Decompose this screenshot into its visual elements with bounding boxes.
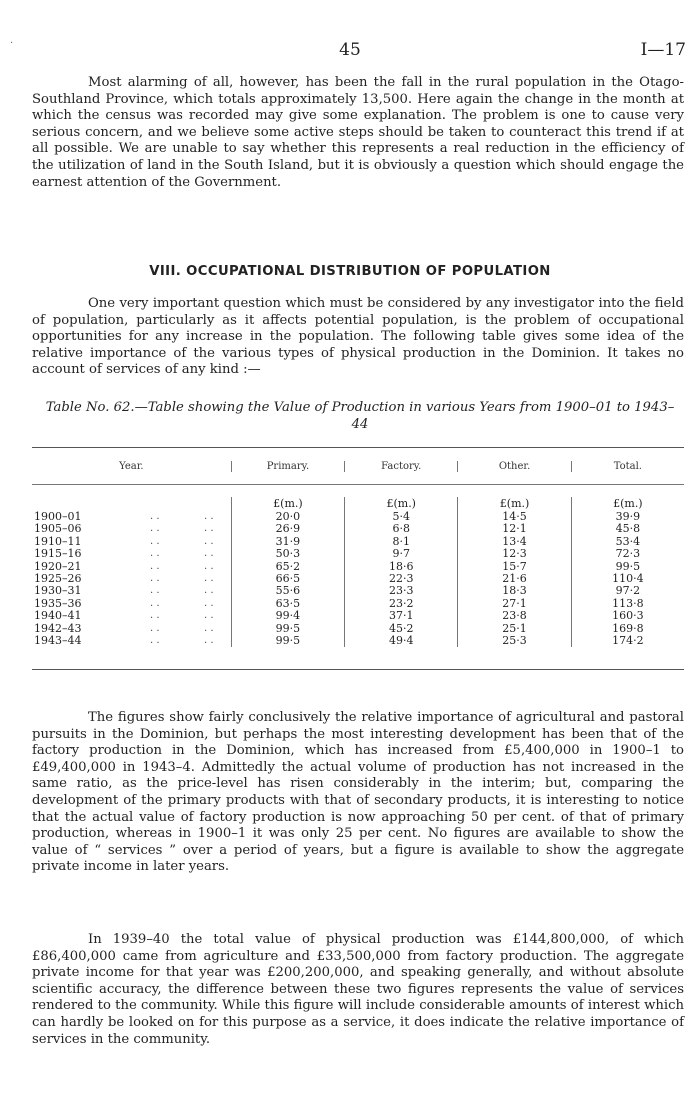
leader-dots: . .	[150, 597, 160, 609]
primary-column	[231, 497, 344, 647]
header-year: Year.	[119, 460, 144, 472]
year-label: 1905–06	[34, 522, 82, 536]
table-caption: Table No. 62.—Table showing the Value of Production in various Years from 1900–01 to 1943–44	[45, 400, 675, 432]
year-label: 1925–26	[34, 571, 82, 585]
primary-value: 20·0	[275, 510, 301, 523]
factory-column	[344, 497, 457, 647]
leader-dots: . .	[150, 585, 160, 597]
paragraph-occupational-intro: One very important question which must be considered by any investigator into the field of population, particularly as it affects potential population, is the problem of occupational opportunities for any increase in the population. The following table gives some idea of the relative importance of the various types of physical production in the Dominion. It takes no account of services of any kind :—	[32, 296, 684, 378]
total-value: 160·3	[612, 609, 644, 623]
primary-value: 26·9	[275, 522, 301, 536]
year-label: 1930–31	[34, 584, 82, 598]
paragraph-factory-analysis: The figures show fairly conclusively the relative importance of agricultural and pastoral pursuits in the Dominion, but perhaps the most interesting development has been that of the factory production in the Dominion, which has increased from £5,400,000 in 1900–1 to £49,400,000 in 1943–4. Admittedly the actual volume of production has not increased in the same ratio, as the price-level has risen considerably in the interim; but, comparing the development of the primary products with that of secondary products, it is interesting to notice that the actual value of factory production is now approaching 50 per cent. of that of primary production, whereas in 1900–1 it was only 25 per cent. No figures are available to show the value of “ services ” over a period of years, but a figure is available to show the aggregate private income in later years.	[32, 710, 684, 875]
other-value: 18·3	[502, 584, 527, 598]
year-label: 1910–11	[34, 534, 82, 548]
primary-value: 99·4	[275, 609, 301, 623]
total-value: 174·2	[612, 633, 644, 647]
total-value: 110·4	[612, 571, 644, 585]
total-value: 72·3	[615, 547, 641, 561]
year-label: 1942–43	[34, 621, 82, 635]
table-row-year	[32, 635, 231, 647]
other-value: 15·7	[502, 559, 527, 573]
leader-dots: . .	[204, 622, 214, 634]
leader-dots: . .	[204, 610, 214, 622]
leader-dots: . .	[204, 597, 214, 609]
total-value: 39·9	[615, 510, 641, 523]
year-label: 1935–36	[34, 596, 82, 610]
leader-dots: . .	[150, 622, 160, 634]
factory-value: 18·6	[388, 559, 414, 573]
primary-value: 65·2	[275, 559, 301, 573]
year-label: 1920–21	[34, 559, 82, 573]
unit-label: £(m.)	[273, 497, 303, 510]
unit-label: £(m.)	[386, 497, 416, 510]
header-primary: Primary.	[231, 461, 344, 472]
year-label: 1940–41	[34, 609, 82, 623]
leader-dots: . .	[204, 511, 214, 522]
total-value: 99·5	[615, 559, 641, 573]
factory-value: 37·1	[388, 609, 414, 623]
other-value: 13·4	[502, 534, 527, 548]
primary-value: 63·5	[275, 596, 301, 610]
leader-dots: . .	[204, 523, 214, 535]
leader-dots: . .	[150, 511, 160, 522]
other-value: 21·6	[502, 571, 527, 585]
unit-label: £(m.)	[499, 497, 530, 510]
leader-dots: . .	[150, 523, 160, 535]
other-value: 12·3	[502, 547, 527, 561]
leader-dots: . .	[204, 634, 214, 646]
factory-value: 9·7	[392, 547, 410, 561]
factory-value: 45·2	[388, 621, 414, 635]
header-factory: Factory.	[344, 461, 457, 472]
primary-value: 66·5	[275, 571, 301, 585]
other-value: 23·8	[502, 609, 527, 623]
total-column	[571, 497, 684, 647]
factory-value: 22·3	[388, 571, 414, 585]
primary-value: 50·3	[275, 547, 301, 561]
other-value: 25·3	[502, 633, 527, 647]
paragraph-private-income: In 1939–40 the total value of physical production was £144,800,000, of which £86,400,000 came from agriculture and £33,500,000 from factory production. The aggregate private income for that year was £200,200,000, and speaking generally, and without absolute scientific accuracy, the difference between these two figures represents the value of services rendered to the community. While this figure will include considerable amounts of interest which can hardly be looked on for this purpose as a service, it does indicate the relative importance of services in the community.	[32, 932, 684, 1047]
page-number: 45	[339, 40, 361, 60]
factory-value: 8·1	[392, 534, 410, 548]
table-header-row	[32, 448, 684, 484]
unit-label: £(m.)	[613, 497, 643, 510]
leader-dots: . .	[204, 535, 214, 547]
unit-spacer	[32, 497, 231, 511]
total-value: 169·8	[612, 621, 644, 635]
other-value: 25·1	[502, 621, 527, 635]
primary-value: 31·9	[275, 534, 301, 548]
leader-dots: . .	[204, 572, 214, 584]
other-column	[457, 497, 570, 647]
factory-value: 6·8	[392, 522, 410, 536]
factory-value: 49·4	[388, 633, 414, 647]
leader-dots: . .	[204, 585, 214, 597]
margin-mark: ·	[10, 38, 14, 49]
factory-value: 23·2	[388, 596, 414, 610]
leader-dots: . .	[150, 548, 160, 560]
leader-dots: . .	[150, 572, 160, 584]
page-header	[0, 40, 700, 60]
factory-value: 5·4	[392, 510, 410, 523]
year-label: 1915–16	[34, 547, 82, 561]
leader-dots: . .	[150, 535, 160, 547]
leader-dots: . .	[150, 560, 160, 572]
factory-value: 23·3	[388, 584, 414, 598]
total-value: 97·2	[615, 584, 641, 598]
total-value: 45·8	[615, 522, 641, 536]
other-value: 14·5	[502, 510, 527, 523]
leader-dots: . .	[150, 610, 160, 622]
leader-dots: . .	[204, 548, 214, 560]
paragraph-rural-population: Most alarming of all, however, has been the fall in the rural population in the Otago-Southland Province, which totals approximately 13,500. Here again the change in the month at which the census was recorded may give some explanation. The problem is one to cause very serious concern, and we believe some active steps should be taken to counteract this trend if at all possible. We are unable to say whether this represents a real reduction in the efficiency of the utilization of land in the South Island, but it is obviously a question which should engage the earnest attention of the Government.	[32, 75, 684, 190]
table-body	[32, 485, 684, 669]
total-value: 53·4	[615, 534, 641, 548]
other-value: 27·1	[502, 596, 527, 610]
header-other: Other.	[457, 461, 570, 472]
year-label: 1900–01	[34, 510, 82, 523]
primary-value: 99·5	[275, 633, 301, 647]
year-column	[32, 497, 231, 647]
primary-value: 99·5	[275, 621, 301, 635]
total-value: 113·8	[612, 596, 644, 610]
leader-dots: . .	[150, 634, 160, 646]
production-table	[32, 447, 684, 670]
leader-dots: . .	[204, 560, 214, 572]
year-label: 1943–44	[34, 633, 82, 647]
header-total: Total.	[571, 461, 684, 472]
primary-value: 55·6	[275, 584, 301, 598]
page-reference: I—17	[640, 40, 686, 60]
other-value: 12·1	[502, 522, 527, 536]
section-heading: VIII. OCCUPATIONAL DISTRIBUTION OF POPULATION	[149, 264, 551, 279]
